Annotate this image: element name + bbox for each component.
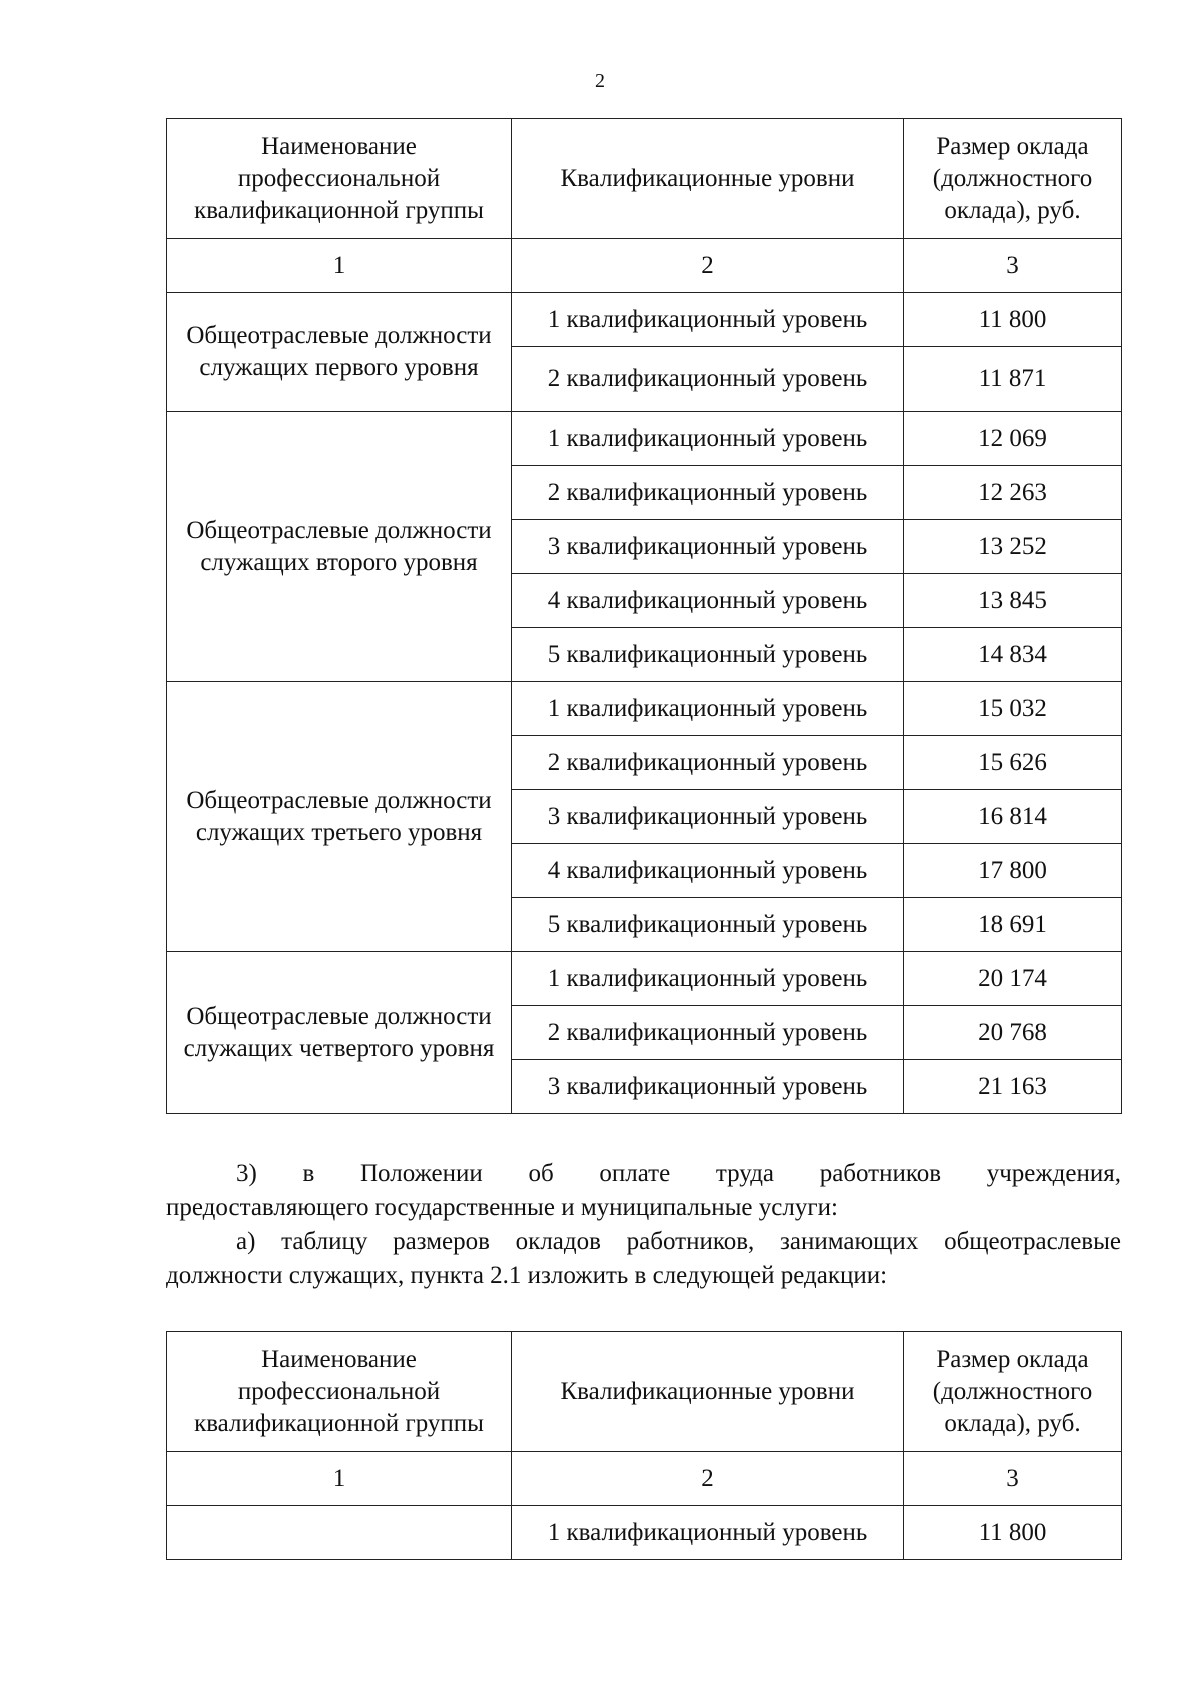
column-number: 3	[904, 239, 1122, 293]
level-cell: 3 квалификационный уровень	[512, 1060, 904, 1114]
item-3-line-1: 3) в Положении об оплате труда работников учреждения,	[236, 1160, 1121, 1187]
page-number: 2	[595, 70, 605, 92]
column-number: 2	[512, 1452, 904, 1506]
column-number: 3	[904, 1452, 1122, 1506]
header-salary: Размер оклада (должностного оклада), руб.	[904, 1332, 1122, 1452]
level-cell: 2 квалификационный уровень	[512, 466, 904, 520]
level-cell: 3 квалификационный уровень	[512, 790, 904, 844]
salary-cell: 11 800	[904, 1506, 1122, 1560]
table-header-row	[167, 119, 1122, 239]
level-cell: 3 квалификационный уровень	[512, 520, 904, 574]
level-cell: 1 квалификационный уровень	[512, 293, 904, 347]
salary-cell: 13 252	[904, 520, 1122, 574]
salary-cell: 20 174	[904, 952, 1122, 1006]
level-cell: 1 квалификационный уровень	[512, 412, 904, 466]
level-cell: 2 квалификационный уровень	[512, 347, 904, 412]
salary-cell: 12 263	[904, 466, 1122, 520]
header-salary: Размер оклада (должностного оклада), руб.	[904, 119, 1122, 239]
header-levels: Квалификационные уровни	[512, 1332, 904, 1452]
group-name: Общеотраслевые должности служащих четвертого уровня	[167, 952, 512, 1114]
salary-cell: 16 814	[904, 790, 1122, 844]
table-row	[167, 952, 1122, 1006]
salary-table-2	[166, 1331, 1122, 1560]
level-cell: 1 квалификационный уровень	[512, 952, 904, 1006]
salary-cell: 15 626	[904, 736, 1122, 790]
level-cell: 5 квалификационный уровень	[512, 628, 904, 682]
group-name: Общеотраслевые должности служащих первого уровня	[167, 293, 512, 412]
salary-cell: 15 032	[904, 682, 1122, 736]
header-group: Наименование профессиональной квалификационной группы	[167, 119, 512, 239]
salary-cell: 14 834	[904, 628, 1122, 682]
item-a-line-2: должности служащих, пункта 2.1 изложить в следующей редакции:	[166, 1262, 888, 1289]
salary-cell: 11 800	[904, 293, 1122, 347]
column-number: 2	[512, 239, 904, 293]
salary-cell: 18 691	[904, 898, 1122, 952]
table-row	[167, 293, 1122, 347]
salary-cell: 12 069	[904, 412, 1122, 466]
column-number: 1	[167, 1452, 512, 1506]
table-row	[167, 682, 1122, 736]
header-levels: Квалификационные уровни	[512, 119, 904, 239]
item-a-line-1: а) таблицу размеров окладов работников, занимающих общеотраслевые	[236, 1228, 1121, 1255]
level-cell: 5 квалификационный уровень	[512, 898, 904, 952]
salary-cell: 13 845	[904, 574, 1122, 628]
salary-cell: 17 800	[904, 844, 1122, 898]
level-cell: 2 квалификационный уровень	[512, 736, 904, 790]
table-row	[167, 412, 1122, 466]
column-number: 1	[167, 239, 512, 293]
column-number-row	[167, 239, 1122, 293]
group-name: Общеотраслевые должности служащих второго уровня	[167, 412, 512, 682]
table-header-row	[167, 1332, 1122, 1452]
salary-cell: 11 871	[904, 347, 1122, 412]
amendment-text	[166, 1157, 1121, 1293]
header-group: Наименование профессиональной квалификационной группы	[167, 1332, 512, 1452]
group-name: Общеотраслевые должности служащих третьего уровня	[167, 682, 512, 952]
level-cell: 4 квалификационный уровень	[512, 574, 904, 628]
item-3-line-2: предоставляющего государственные и муниципальные услуги:	[166, 1194, 838, 1221]
level-cell: 1 квалификационный уровень	[512, 1506, 904, 1560]
column-number-row	[167, 1452, 1122, 1506]
salary-cell: 21 163	[904, 1060, 1122, 1114]
group-name	[167, 1506, 512, 1560]
salary-table-1	[166, 118, 1122, 1114]
level-cell: 1 квалификационный уровень	[512, 682, 904, 736]
level-cell: 2 квалификационный уровень	[512, 1006, 904, 1060]
salary-cell: 20 768	[904, 1006, 1122, 1060]
table-row	[167, 1506, 1122, 1560]
level-cell: 4 квалификационный уровень	[512, 844, 904, 898]
